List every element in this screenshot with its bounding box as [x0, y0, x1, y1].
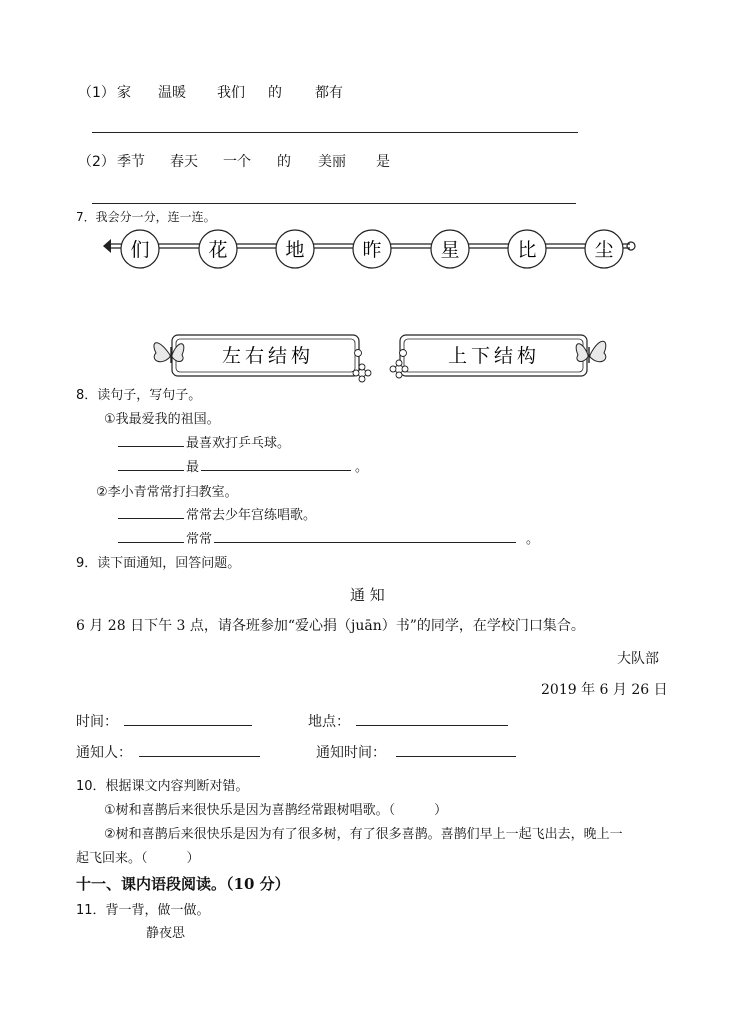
q10-statement-2-line2[interactable]: 起飞回来。（ ） [76, 851, 200, 866]
butterfly-icon [154, 343, 184, 363]
q8-s1b-mid: 最 [186, 460, 200, 475]
q10-statement-2-line1[interactable]: ②树和喜鹊后来很快乐是因为有了很多树，有了很多喜鹊。喜鹊们早上一起飞出去，晚上一 [104, 827, 623, 842]
q6-item2-word: 春天 [170, 154, 198, 170]
q6-item1 [78, 82, 115, 102]
box-top-bottom-structure[interactable] [400, 335, 587, 376]
structure-boxes [0, 325, 741, 385]
q6-item1-number: （1） [78, 85, 115, 101]
q6-item2-word: 一个 [223, 154, 251, 170]
q10-statement-1[interactable]: ①树和喜鹊后来很快乐是因为喜鹊经常跟树唱歌。（ ） [104, 803, 448, 818]
q8-s1b-end: 。 [355, 460, 369, 475]
q8-s2b-mid: 常常 [186, 532, 213, 547]
q10-title: 10．根据课文内容判断对错。 [76, 779, 249, 794]
section-11-heading: 十一、课内语段阅读。（10 分） [76, 875, 290, 893]
q8-s2b-blank-2[interactable] [214, 542, 516, 543]
notice-time-answer-line[interactable] [396, 756, 516, 757]
char-bead-label: 星 [440, 239, 460, 261]
notifier-answer-line[interactable] [139, 756, 260, 757]
q8-s1a-suffix: 最喜欢打乒乓球。 [186, 436, 291, 451]
char-bead[interactable] [353, 230, 391, 268]
notice-time-label: 通知时间： [316, 745, 386, 761]
q6-item2-number: （2） [78, 154, 115, 170]
butterfly-icon [576, 341, 606, 363]
q6-item1-word: 的 [268, 85, 282, 101]
place-label: 地点： [308, 714, 350, 730]
q6-item2-word: 美丽 [318, 154, 346, 170]
character-string-illustration [0, 225, 741, 315]
q6-item1-word: 我们 [217, 85, 245, 101]
q6-item1-word: 家 [117, 85, 131, 101]
q6-item2-word: 的 [277, 154, 291, 170]
notice-date: 2019 年 6 月 26 日 [541, 682, 668, 698]
box-left-right-label: 左右结构 [221, 345, 315, 367]
char-bead-label: 花 [208, 239, 228, 261]
q6-item1-word: 温暖 [158, 85, 186, 101]
char-bead[interactable] [199, 230, 237, 268]
poem-title: 静夜思 [146, 926, 186, 941]
q8-s1b-blank-1[interactable] [118, 470, 184, 471]
q9-title: 9．读下面通知，回答问题。 [76, 556, 241, 571]
q7-title: 7．我会分一分，连一连。 [76, 210, 216, 224]
q8-s2b-blank-1[interactable] [118, 542, 184, 543]
q6-item2-word: 是 [376, 154, 390, 170]
q8-sentence-2: ②李小青常常打扫教室。 [96, 485, 238, 500]
q6-item2-answer-line[interactable] [92, 203, 576, 204]
char-bead-label: 比 [517, 239, 537, 261]
notice-body: 6 月 28 日下午 3 点，请各班参加“爱心捐（juān）书”的同学，在学校门口集合。 [76, 618, 585, 634]
char-bead-label: 地 [285, 239, 305, 261]
char-bead-label: 们 [130, 239, 150, 261]
q8-sentence-1: ①我最爱我的祖国。 [104, 412, 220, 427]
time-answer-line[interactable] [124, 725, 252, 726]
q6-item1-answer-line[interactable] [92, 132, 578, 133]
q6-item1-word: 都有 [315, 85, 343, 101]
time-label: 时间： [76, 714, 118, 730]
char-bead[interactable] [508, 230, 546, 268]
box-top-bottom-label: 上下结构 [447, 345, 541, 367]
q8-s2a-suffix: 常常去少年宫练唱歌。 [186, 508, 317, 523]
char-bead[interactable] [431, 230, 469, 268]
notice-signer: 大队部 [617, 651, 659, 667]
q8-s2b-end: 。 [526, 532, 540, 547]
char-bead-label: 昨 [362, 239, 382, 261]
char-bead[interactable] [585, 230, 623, 268]
q8-title: 8．读句子，写句子。 [76, 388, 202, 403]
q8-s2a-blank[interactable] [118, 518, 184, 519]
char-bead[interactable] [121, 230, 159, 268]
char-bead-label: 尘 [594, 239, 614, 261]
place-answer-line[interactable] [356, 725, 508, 726]
notifier-label: 通知人： [76, 745, 132, 761]
char-bead[interactable] [276, 230, 314, 268]
box-left-right-structure[interactable] [172, 335, 359, 376]
q8-s1b-blank-2[interactable] [201, 470, 351, 471]
q11-title: 11．背一背，做一做。 [76, 903, 210, 918]
q6-item2 [78, 151, 115, 171]
q6-item2-word: 季节 [117, 154, 145, 170]
q8-s1a-blank[interactable] [118, 446, 184, 447]
notice-title: 通 知 [350, 586, 385, 604]
